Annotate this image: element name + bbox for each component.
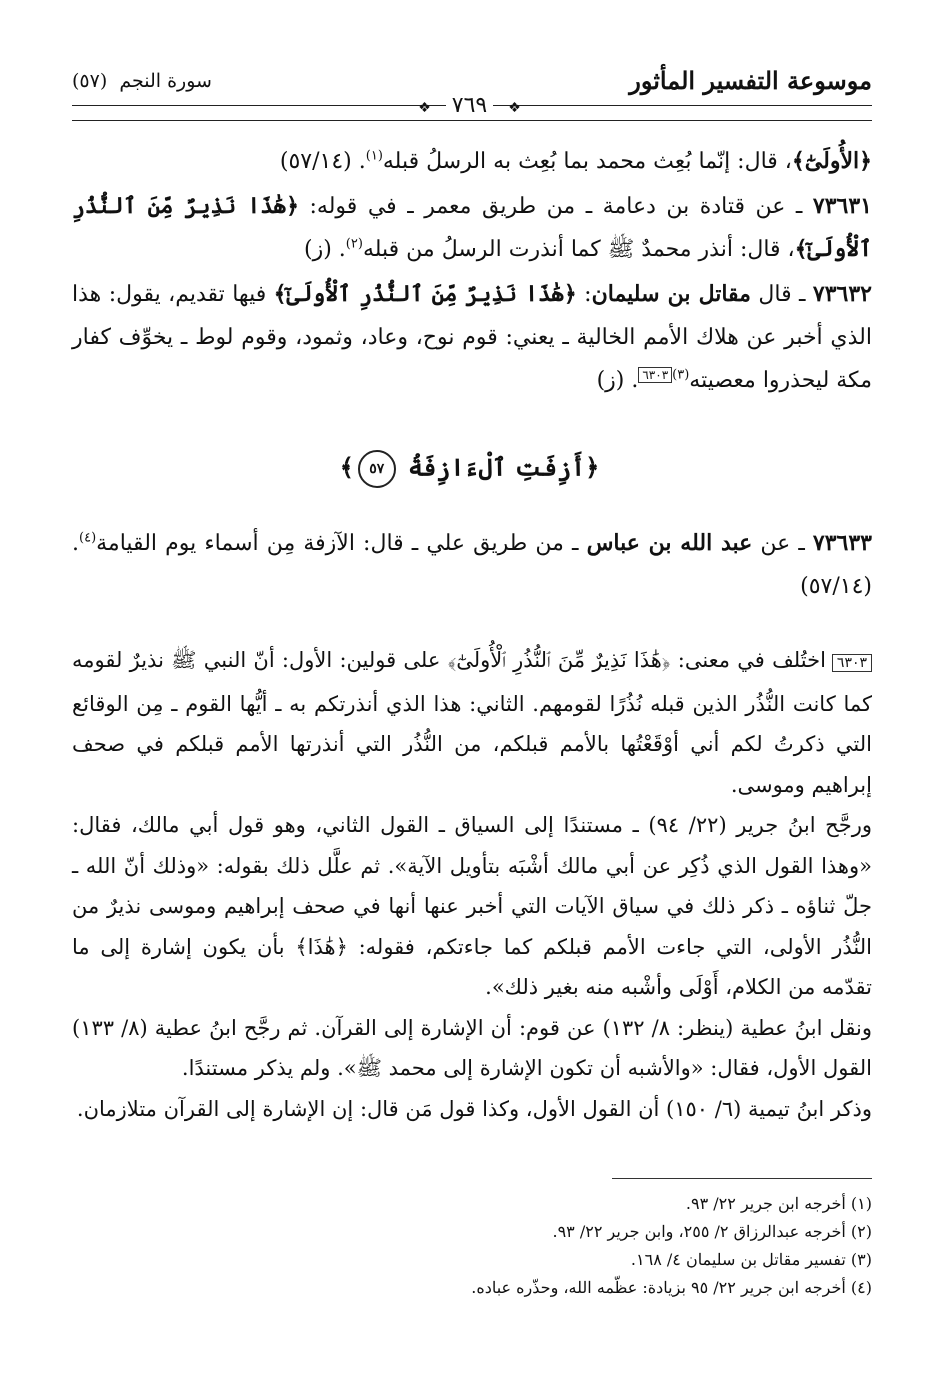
footnote-ref: (٤) — [79, 530, 97, 546]
entry-source: . (٥٧/١٤) — [72, 531, 872, 599]
entry-text: ـ عن — [752, 531, 813, 556]
footnotes — [72, 1190, 872, 1302]
surah-title — [72, 70, 212, 92]
page-number: ٧٦٩ — [446, 93, 493, 118]
commentary-tag: ٦٣٠٣ — [832, 654, 872, 672]
ayah-heading-close: ﴾ — [339, 452, 354, 482]
surah-name: سورة النجم — [119, 70, 212, 92]
entry-73631 — [72, 185, 872, 271]
entry-73633-block — [72, 522, 872, 608]
entry-text: ، قال: إنّما بُعِث محمد بما بُعِث به الرسلُ قبله — [382, 149, 792, 174]
commentary-ref-box: ٦٣٠٣ — [638, 367, 672, 383]
entry-source: . (ز) — [596, 368, 639, 393]
narrator-name: مقاتل بن سليمان — [591, 281, 751, 307]
footnote-ref: (٣) — [672, 367, 690, 383]
header-rule — [72, 120, 872, 121]
entry-text: ـ قال — [750, 282, 813, 307]
ayah-number-circle: ٥٧ — [358, 450, 396, 488]
entry-number: ٧٣٦٣١ — [812, 193, 872, 219]
entry-number: ٧٣٦٣٢ — [812, 281, 872, 307]
commentary-text: اختُلف في معنى: ﴿هَٰذَا نَذِيرٌ مِّنَ ٱلنُّذُرِ ٱلْأُولَىٰٓ﴾ على قولين: الأول: أنّ النبي ﷺ نذيرٌ لقومه كما كانت النُّذُر الذين قبله نُذُرًا لقومهم. الثاني: هذا الذي أنذرتكم به ـ أيُّها القوم ـ مِن الوقائع التي ذكرتُ لكم أني أوْقَعْتُها بالأمم قبلكم، من النُّذُر التي أنذرتها الأمم قبلكم في صحف إبراهيم وموسى. — [72, 648, 872, 797]
entry-continued — [72, 140, 872, 183]
page-number-row — [0, 93, 939, 118]
commentary-text: ونقل ابنُ عطية (ينظر: ٨/ ١٣٢) عن قوم: أن الإشارة إلى القرآن. ثم رجَّح ابنُ عطية (٨/ ١٣٣) القول الأول، فقال: «والأشبه أن تكون الإشارة إلى محمد ﷺ». ولم يذكر مستندًا. — [72, 1015, 872, 1080]
ornament-icon: ❖ — [418, 100, 431, 116]
footnote: (٢) أخرجه عبدالرزاق ٢/ ٢٥٥، وابن جرير ٢٢/ ٩٣. — [552, 1222, 872, 1241]
entry-number: ٧٣٦٣٣ — [812, 530, 872, 556]
entry-source: . (٥٧/١٤) — [279, 149, 366, 174]
ayah-text: ﴿هَٰذَا نَذِيرٌ مِّنَ ٱلنُّذُرِ ٱلْأُولَىٰٓ﴾ — [72, 193, 872, 262]
commentary-text: وذكر ابنُ تيمية (٦/ ١٥٠) أن القول الأول، وكذا قول مَن قال: إن الإشارة إلى القرآن متلازمان. — [76, 1096, 872, 1121]
entry-text: : — [576, 282, 592, 307]
narrator-name: عبد الله بن عباس — [586, 530, 753, 556]
footnote: (١) أخرجه ابن جرير ٢٢/ ٩٣. — [685, 1194, 872, 1213]
ornament-icon: ❖ — [508, 100, 521, 116]
entry-text: فيها تقديم، يقول: هذا الذي أخبر عن هلاك الأمم الخالية ـ يعني: قوم نوح، وعاد، وثمود، وقوم لوط ـ يخوِّف كفار مكة ليحذروا معصيته — [72, 282, 872, 393]
entry-text: ـ عن قتادة بن دعامة ـ من طريق معمر ـ في قوله: — [298, 194, 813, 219]
entry-text: ـ من طريق علي ـ قال: الآزفة مِن أسماء يوم القيامة — [96, 531, 587, 556]
footnote-separator — [612, 1178, 872, 1179]
ayah-heading-text: ﴿أَزِفَتِ ٱلْءَازِفَةُ — [408, 452, 600, 482]
journal-title: موسوعة التفسير المأثور — [629, 66, 872, 95]
footnote-ref: (٢) — [345, 236, 363, 252]
ayah-heading — [0, 450, 939, 488]
entry-text: ، قال: أنذر محمدٌ ﷺ كما أنذرت الرسلُ من قبله — [362, 237, 795, 262]
surah-number: (٥٧) — [72, 70, 108, 92]
main-text — [72, 140, 872, 402]
entry-73633 — [72, 522, 872, 608]
commentary-text: ورجَّح ابنُ جرير (٢٢/ ٩٤) ـ مستندًا إلى السياق ـ القول الثاني، وهو قول أبي مالك، فقال: «وهذا القول الذي ذُكِر عن أبي مالك أشْبَه بتأويل الآية». ثم علَّل ذلك بقوله: «وذلك أنّ الله ـ جلّ ثناؤه ـ ذكر ذلك في سياق الآيات التي أخبر عنها أنها في صحف إبراهيم وموسى نذيرٌ من النُّذُر الأولى، التي جاءت الأمم قبلكم كما جاءتكم، فقوله: ﴿هَٰذَا﴾ بأن يكون إشارة إلى ما تقدّمه من الكلام، أَوْلَى وأشْبه منه بغير ذلك». — [72, 813, 872, 999]
commentary-para — [72, 640, 872, 805]
commentary-para — [72, 805, 872, 1008]
ayah-text: ﴿الأُولَىٰٓ﴾ — [791, 148, 872, 174]
footnote: (٤) أخرجه ابن جرير ٢٢/ ٩٥ بزيادة: عظّمه الله، وحذّره عباده. — [471, 1278, 872, 1297]
entry-source: . (ز) — [304, 237, 346, 262]
commentary-para — [72, 1089, 872, 1130]
commentary-para — [72, 1008, 872, 1089]
footnote-ref: (١) — [365, 148, 383, 164]
footnote: (٣) تفسير مقاتل بن سليمان ٤/ ١٦٨. — [630, 1250, 872, 1269]
commentary — [72, 640, 872, 1129]
ayah-text: ﴿هَٰذَا نَذِيرٌ مِّنَ ٱلنُّذُرِ ٱلْأُولَىٰٓ﴾ — [273, 281, 577, 307]
entry-73632 — [72, 273, 872, 402]
